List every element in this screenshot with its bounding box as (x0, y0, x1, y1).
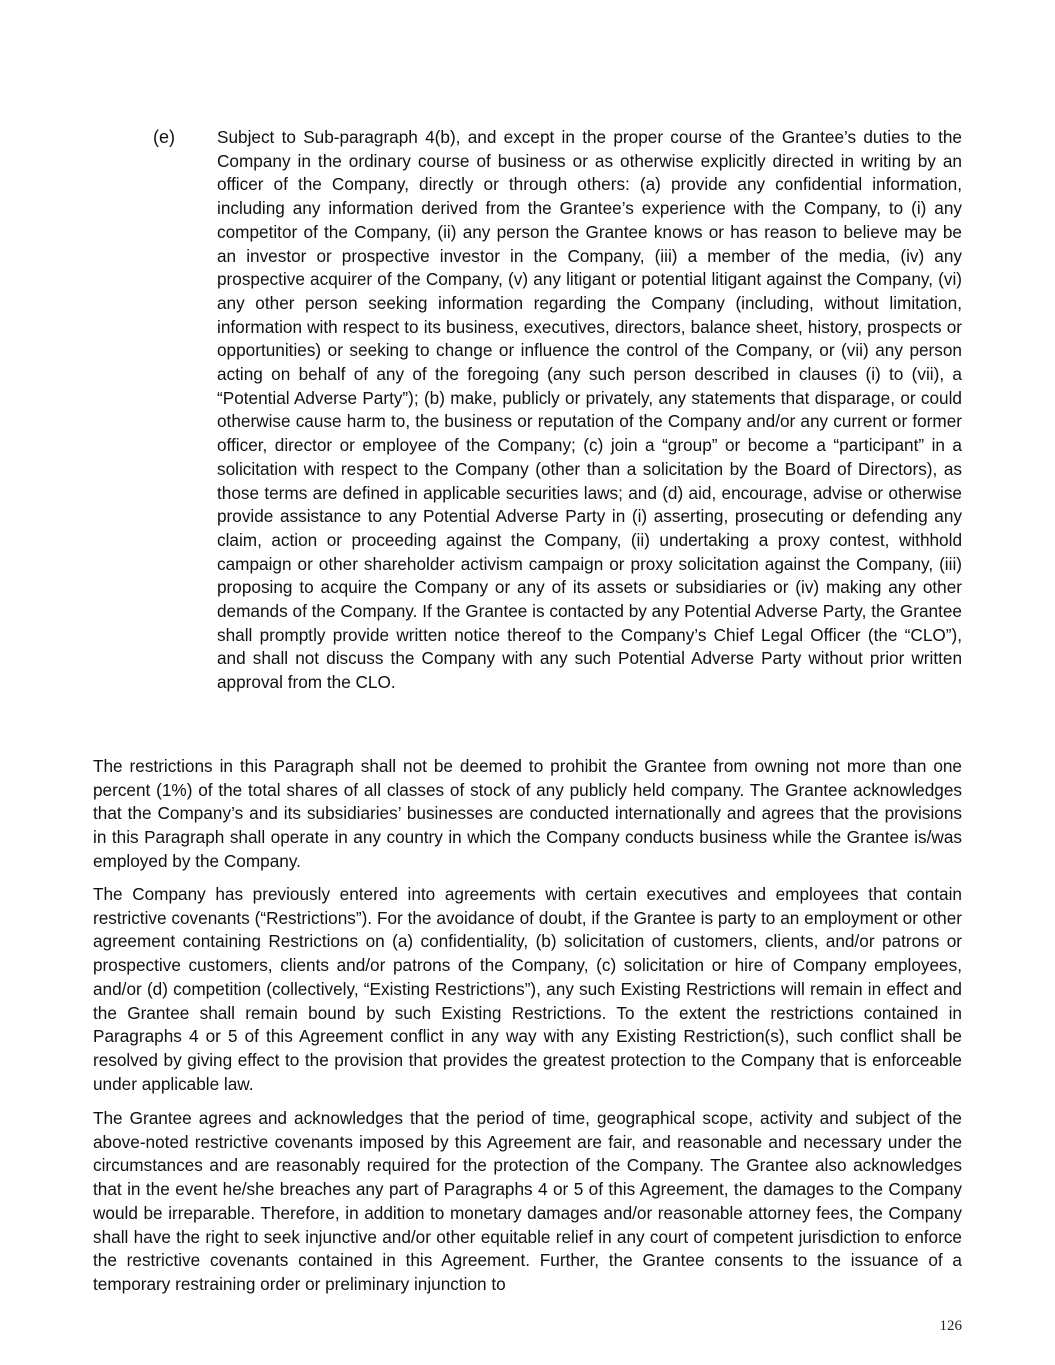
clause-text: Subject to Sub-paragraph 4(b), and except in the proper course of the Grantee’s duties to the Company in the ordinary course of business or as otherwise explicitly directed in writing by an officer of the Company, directly or through others: (a) provide any confidential information, including any information derived from the Grantee’s experience with the Company, to (i) any competitor of the Company, (ii) any person the Grantee knows or has reason to believe may be an investor or prospective investor in the Company, (iii) a member of the media, (iv) any prospective acquirer of the Company, (v) any litigant or potential litigant against the Company, (vi) any other person seeking information regarding the Company (including, without limitation, information with respect to its business, executives, directors, balance sheet, history, prospects or opportunities) or seeking to change or influence the control of the Company, or (vii) any person acting on behalf of any of the foregoing (any such person described in clauses (i) to (vii), a “Potential Adverse Party”); (b) make, publicly or privately, any statements that disparage, or could otherwise cause harm to, the business or reputation of the Company and/or any current or former officer, director or employee of the Company; (c) join a “group” or become a “participant” in a solicitation with respect to the Company (other than a solicitation by the Board of Directors), as those terms are defined in applicable securities laws; and (d) aid, encourage, advise or otherwise provide assistance to any Potential Adverse Party in (i) asserting, prosecuting or defending any claim, action or proceeding against the Company, (ii) undertaking a proxy contest, withhold campaign or other shareholder activism campaign or proxy solicitation against the Company, (iii) proposing to acquire the Company or any of its assets or subsidiaries or (iv) making any other demands of the Company. If the Grantee is contacted by any Potential Adverse Party, the Grantee shall promptly provide written notice thereof to the Company’s Chief Legal Officer (the “CLO”), and shall not discuss the Company with any such Potential Adverse Party without prior written approval from the CLO. (217, 127, 962, 693)
paragraph-existing-restrictions: The Company has previously entered into agreements with certain executives and employees that contain restrictive covenants (“Restrictions”). For the avoidance of doubt, if the Grantee is party to an employment or other agreement containing Restrictions on (a) confidentiality, (b) solicitation of customers, clients, and/or patrons or prospective customers, clients and/or patrons of the Company, (c) solicitation or hire of Company employees, and/or (d) competition (collectively, “Existing Restrictions”), any such Existing Restrictions will remain in effect and the Grantee shall remain bound by such Existing Restrictions. To the extent the restrictions contained in Paragraphs 4 or 5 of this Agreement conflict in any way with any Existing Restriction(s), such conflict shall be resolved by giving effect to the provision that provides the greatest protection to the Company that is enforceable under applicable law. (93, 884, 962, 1094)
page-number: 126 (939, 1318, 962, 1334)
clause-label: (e) (153, 127, 175, 147)
paragraph-ownership-exception: The restrictions in this Paragraph shall not be deemed to prohibit the Grantee from owning not more than one percent (1%) of the total shares of all classes of stock of any publicly held company. The Grantee acknowledges that the Company’s and its subsidiaries’ businesses are conducted internationally and agrees that the provisions in this Paragraph shall operate in any country in which the Company conducts business while the Grantee is/was employed by the Company. (93, 756, 962, 871)
clause-e (93, 126, 962, 695)
paragraph-reasonableness: The Grantee agrees and acknowledges that the period of time, geographical scope, activity and subject of the above-noted restrictive covenants imposed by this Agreement are fair, and reasonable and necessary under the circumstances and are reasonably required for the protection of the Company. The Grantee also acknowledges that in the event he/she breaches any part of Paragraphs 4 or 5 of this Agreement, the damages to the Company would be irreparable. Therefore, in addition to monetary damages and/or reasonable attorney fees, the Company shall have the right to seek injunctive and/or other equitable relief in any court of competent jurisdiction to enforce the restrictive covenants contained in this Agreement. Further, the Grantee consents to the issuance of a temporary restraining order or preliminary injunction to (93, 1108, 962, 1294)
